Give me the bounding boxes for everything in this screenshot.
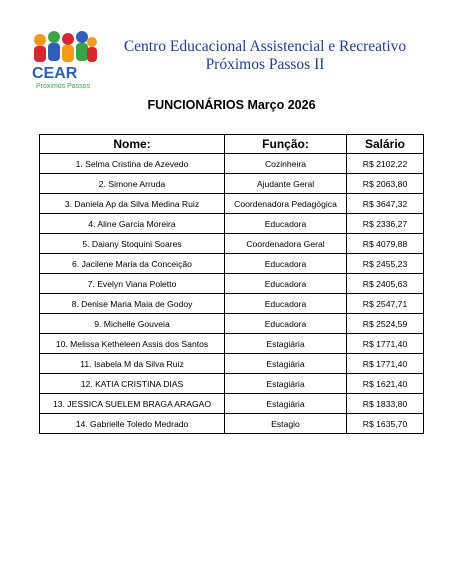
employee-name-cell: 14. Gabrielle Toledo Medrado bbox=[40, 414, 225, 434]
table-header-row bbox=[40, 135, 424, 154]
table-row bbox=[40, 254, 424, 274]
table-row bbox=[40, 194, 424, 214]
svg-text:Próximos Passos: Próximos Passos bbox=[36, 83, 91, 90]
employee-salary-cell: R$ 2102,22 bbox=[347, 154, 424, 174]
employee-salary-cell: R$ 1771,40 bbox=[347, 354, 424, 374]
role-column-header: Função: bbox=[225, 135, 347, 154]
employee-role-cell: Educadora bbox=[225, 214, 347, 234]
svg-text:CEAR: CEAR bbox=[32, 65, 78, 82]
employee-role-cell: Educadora bbox=[225, 314, 347, 334]
table-row bbox=[40, 354, 424, 374]
employee-name-cell: 6. Jacilene Maria da Conceição bbox=[40, 254, 225, 274]
org-header bbox=[100, 38, 430, 74]
table-row bbox=[40, 154, 424, 174]
employee-name-cell: 12. KATIA CRISTINA DIAS bbox=[40, 374, 225, 394]
employee-role-cell: Educadora bbox=[225, 254, 347, 274]
cear-logo bbox=[28, 30, 100, 92]
employee-salary-cell: R$ 2063,80 bbox=[347, 174, 424, 194]
employee-role-cell: Estagiária bbox=[225, 354, 347, 374]
staff-table bbox=[39, 134, 424, 434]
employee-role-cell: Coordenadora Pedagógica bbox=[225, 194, 347, 214]
employee-role-cell: Estagiária bbox=[225, 334, 347, 354]
table-row bbox=[40, 214, 424, 234]
table-row bbox=[40, 174, 424, 194]
org-name: Centro Educacional Assistencial e Recreativo bbox=[123, 38, 407, 55]
employee-salary-cell: R$ 1833,80 bbox=[347, 394, 424, 414]
table-row bbox=[40, 374, 424, 394]
employee-salary-cell: R$ 2547,71 bbox=[347, 294, 424, 314]
employee-name-cell: 8. Denise Maria Maia de Godoy bbox=[40, 294, 225, 314]
table-row bbox=[40, 394, 424, 414]
name-column-header: Nome: bbox=[40, 135, 225, 154]
children-logo-icon bbox=[28, 30, 100, 92]
staff-table-body bbox=[40, 154, 424, 434]
employee-salary-cell: R$ 1771,40 bbox=[347, 334, 424, 354]
salary-column-header: Salário bbox=[347, 135, 424, 154]
table-row bbox=[40, 414, 424, 434]
employee-name-cell: 1. Selma Cristina de Azevedo bbox=[40, 154, 225, 174]
employee-salary-cell: R$ 1635,70 bbox=[347, 414, 424, 434]
employee-role-cell: Estagio bbox=[225, 414, 347, 434]
table-row bbox=[40, 274, 424, 294]
employee-name-cell: 10. Melissa Ketheleen Assis dos Santos bbox=[40, 334, 225, 354]
table-row bbox=[40, 314, 424, 334]
employee-name-cell: 11. Isabela M da Silva Ruiz bbox=[40, 354, 225, 374]
employee-role-cell: Estagiária bbox=[225, 374, 347, 394]
employee-salary-cell: R$ 3647,32 bbox=[347, 194, 424, 214]
employee-role-cell: Coordenadora Geral bbox=[225, 234, 347, 254]
employee-name-cell: 2. Simone Arruda bbox=[40, 174, 225, 194]
employee-name-cell: 7. Evelyn Viana Poletto bbox=[40, 274, 225, 294]
employee-role-cell: Educadora bbox=[225, 294, 347, 314]
employee-name-cell: 9. Michelle Gouveia bbox=[40, 314, 225, 334]
table-row bbox=[40, 294, 424, 314]
employee-salary-cell: R$ 2455,23 bbox=[347, 254, 424, 274]
employee-role-cell: Estagiária bbox=[225, 394, 347, 414]
table-row bbox=[40, 234, 424, 254]
employee-role-cell: Cozinheira bbox=[225, 154, 347, 174]
employee-name-cell: 4. Aline Garcia Moreira bbox=[40, 214, 225, 234]
table-row bbox=[40, 334, 424, 354]
employee-salary-cell: R$ 2336,27 bbox=[347, 214, 424, 234]
employee-name-cell: 5. Daiany Stoquini Soares bbox=[40, 234, 225, 254]
employee-name-cell: 3. Daniela Ap da Silva Medina Ruiz bbox=[40, 194, 225, 214]
org-unit: Próximos Passos II bbox=[205, 56, 325, 73]
employee-role-cell: Educadora bbox=[225, 274, 347, 294]
document-title: FUNCIONÁRIOS Março 2026 bbox=[147, 98, 316, 112]
employee-salary-cell: R$ 2524,59 bbox=[347, 314, 424, 334]
employee-salary-cell: R$ 1621,40 bbox=[347, 374, 424, 394]
employee-salary-cell: R$ 4079,88 bbox=[347, 234, 424, 254]
employee-role-cell: Ajudante Geral bbox=[225, 174, 347, 194]
employee-name-cell: 13. JESSICA SUELEM BRAGA ARAGAO bbox=[40, 394, 225, 414]
employee-salary-cell: R$ 2405,63 bbox=[347, 274, 424, 294]
